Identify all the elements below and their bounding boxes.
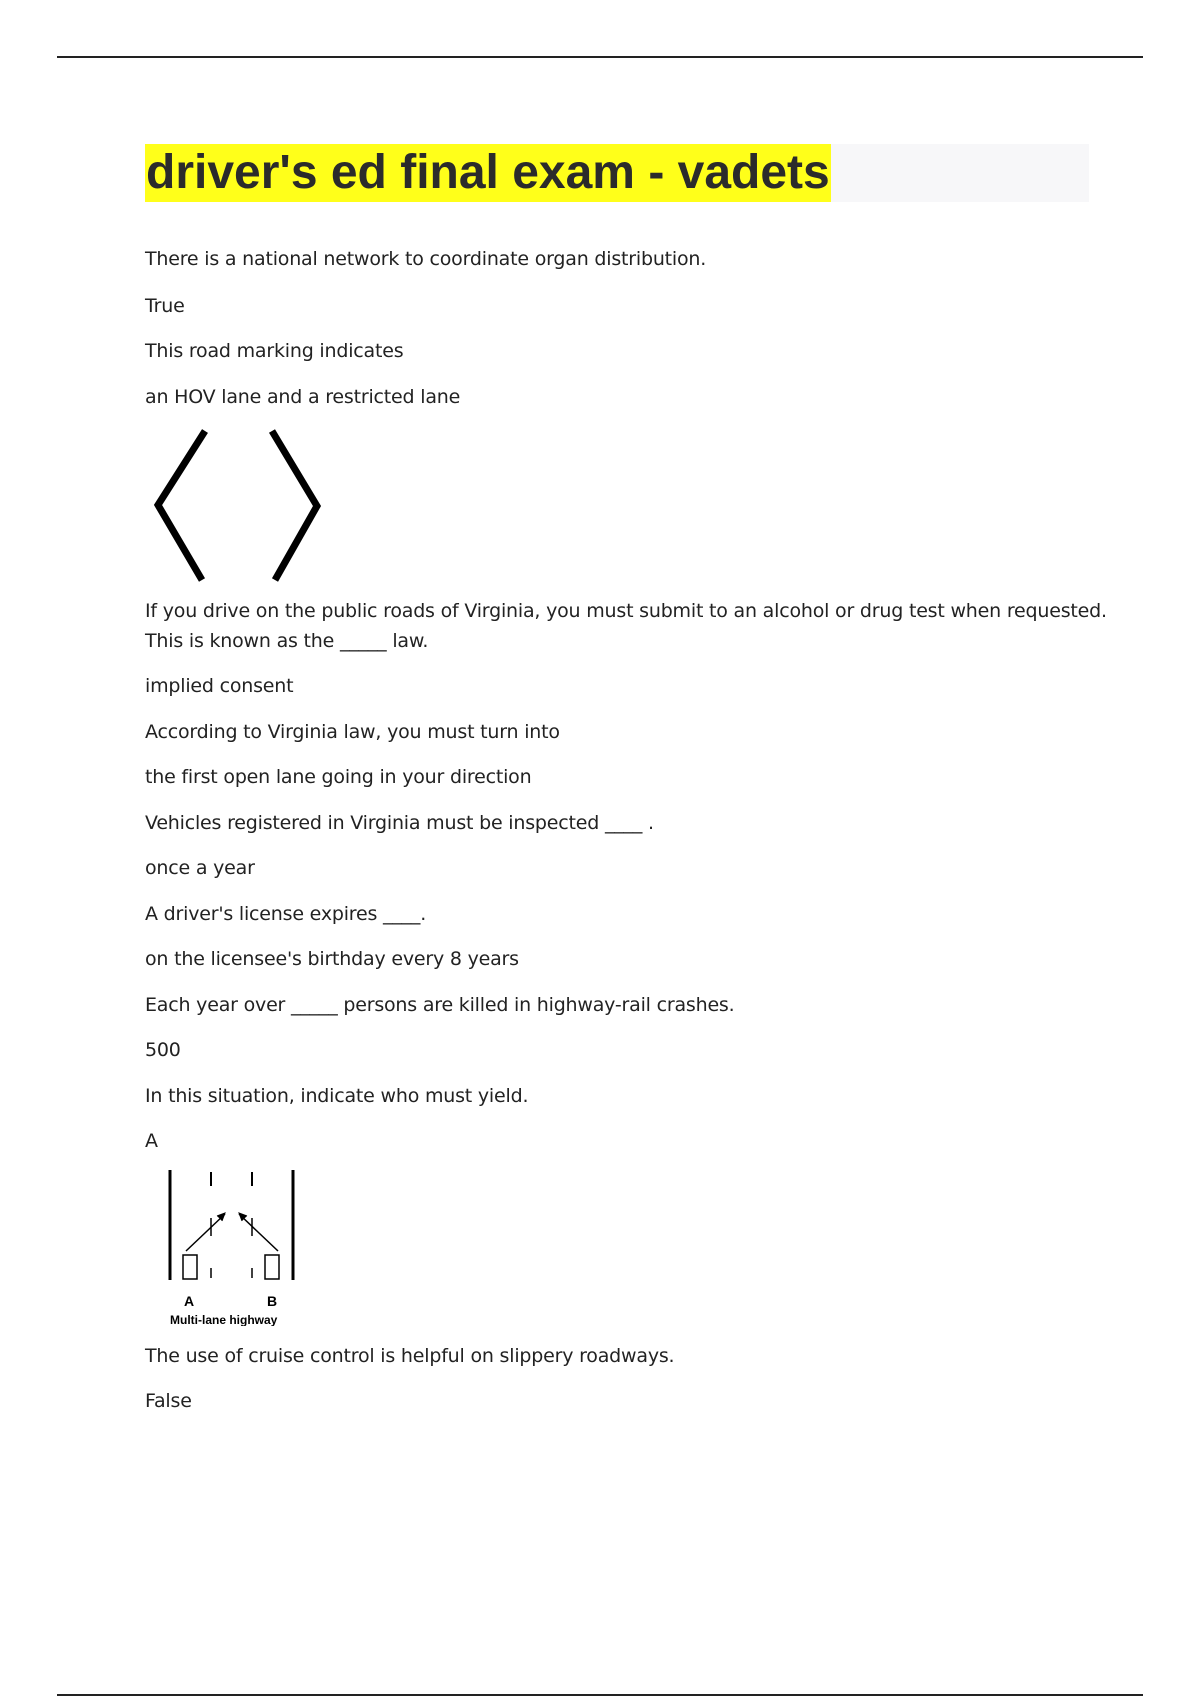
question-text: A driver's license expires ____. [145, 903, 427, 925]
question-text: In this situation, indicate who must yield. [145, 1085, 529, 1107]
question-text: According to Virginia law, you must turn into [145, 721, 560, 743]
answer-text: implied consent [145, 675, 294, 697]
page-title: driver's ed final exam - vadets [145, 144, 831, 202]
answer-text: A [145, 1130, 158, 1152]
question-text: If you drive on the public roads of Virginia, you must submit to an alcohol or drug test when requested. [145, 600, 1107, 622]
diamond-left-stroke [158, 431, 205, 580]
bottom-rule [57, 1694, 1143, 1696]
hov-diamond-marking-image [150, 428, 325, 584]
answer-text: the first open lane going in your direction [145, 766, 532, 788]
answer-text: once a year [145, 857, 255, 879]
figure-caption: Multi-lane highway [170, 1313, 278, 1326]
label-b: B [267, 1293, 278, 1309]
question-text: The use of cruise control is helpful on slippery roadways. [145, 1345, 675, 1367]
question-text: Each year over _____ persons are killed in highway-rail crashes. [145, 994, 735, 1016]
top-rule [57, 56, 1143, 58]
answer-text: on the licensee's birthday every 8 years [145, 948, 519, 970]
answer-text: False [145, 1390, 192, 1412]
question-text: There is a national network to coordinate organ distribution. [145, 248, 707, 270]
question-text: Vehicles registered in Virginia must be inspected ____ . [145, 812, 654, 834]
path-a-arrow [186, 1214, 225, 1251]
label-a: A [184, 1293, 195, 1309]
answer-text: 500 [145, 1039, 181, 1061]
question-text: This is known as the _____ law. [145, 630, 429, 652]
car-a [183, 1255, 197, 1279]
question-text: This road marking indicates [145, 340, 404, 362]
diamond-right-stroke [272, 431, 317, 580]
car-b [265, 1255, 279, 1279]
multi-lane-highway-diagram [145, 1166, 325, 1326]
answer-text: True [145, 295, 185, 317]
path-b-arrow [239, 1214, 278, 1251]
answer-text: an HOV lane and a restricted lane [145, 386, 461, 408]
